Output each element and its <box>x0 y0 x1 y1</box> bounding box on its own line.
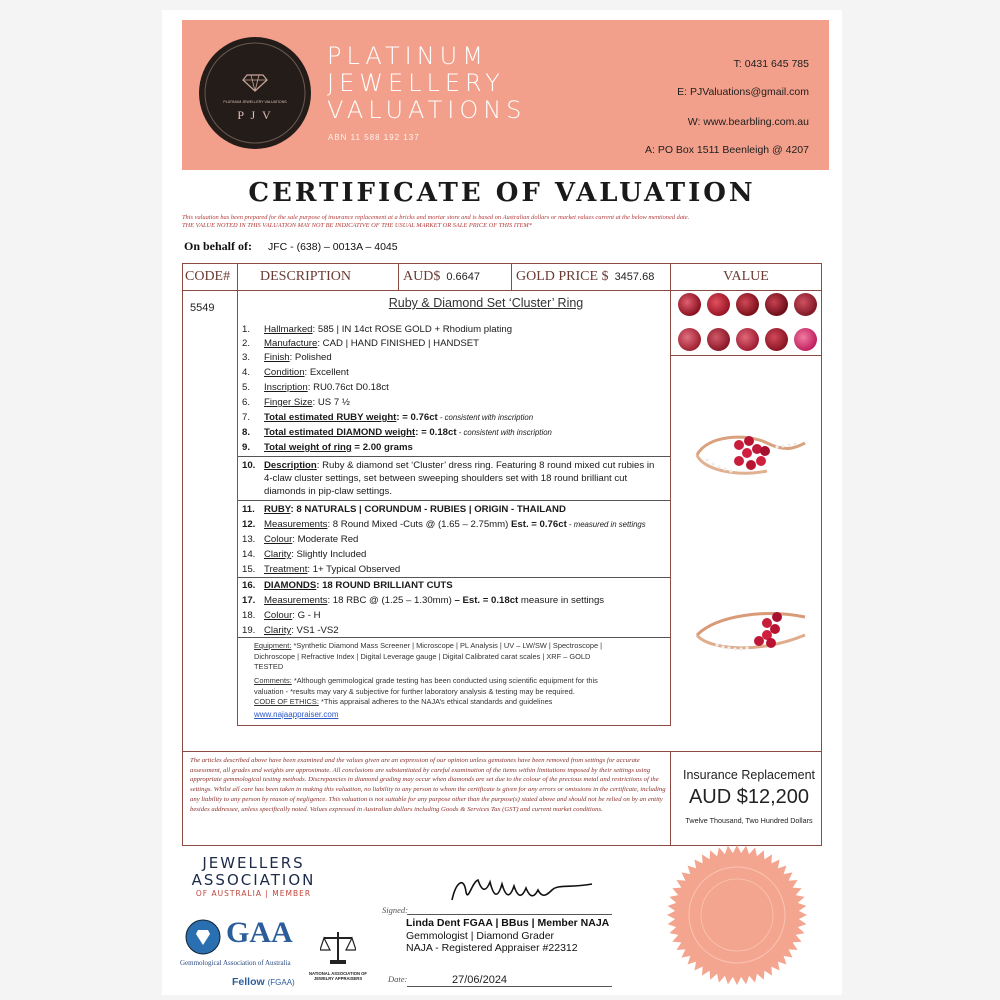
handwritten-signature <box>442 862 602 912</box>
certificate-title: CERTIFICATE OF VALUATION <box>248 178 756 208</box>
brand-name: PLATINUM JEWELLERY VALUATIONS <box>327 42 527 124</box>
header-gold-price: GOLD PRICE $ 3457.68 <box>511 263 671 291</box>
naja-logo: NATIONAL ASSOCIATION OF JEWELRY APPRAISERS <box>308 928 368 981</box>
gem-photo-divider <box>670 355 822 356</box>
contact-email: E: PJValuations@gmail.com <box>677 86 809 98</box>
contact-web: W: www.bearbling.com.au <box>687 116 809 128</box>
gem-image <box>794 293 817 316</box>
item-diamond-measurements: 17. Measurements: 18 RBC @ (1.25 – 1.30mm) – Est. = 0.18ct measure in settings <box>242 595 605 606</box>
gem-image <box>736 293 759 316</box>
svg-text:PLATINUM JEWELLERY VALUATIONS: PLATINUM JEWELLERY VALUATIONS <box>223 100 287 104</box>
item-diamond-weight: 8. Total estimated DIAMOND weight: = 0.18ct - consistent with inscription <box>242 427 552 438</box>
contact-phone: T: 0431 645 785 <box>733 58 809 70</box>
certificate-page: PLATINUM JEWELLERY VALUATIONS P J V PLATINUM JEWELLERY VALUATIONS ABN 11 588 192 137 T: 0431 645 785 E: PJValuations@gmail.com W: www.bearbling.com.au A: PO Box 1511 Beenleigh @ 4207 CERTIFICATE OF VALUATION This valuation has been prepared for the sale purpose of insurance replacement at a bricks and mortar store and is based on Australian dollars or market values current at the below mentioned date. THE VALUE NOTED IN THIS VALUATION MAY NOT BE INDICATIVE OF THE USUAL MARKET OR SALE PRICE OF THIS ITEM* On behalf of: JFC - (638) – 0013A – 4045 CODE# DESCRIPTION AUD$ 0.6647 GOLD PRICE $ 3457.68 VALUE 5549 Ruby & Diamond Set ‘Cluster’ Ring 1. Hallmarked: 585 | IN 14ct ROSE GOLD + Rhodium plating 2. Manufacture: CAD | HAND FINISHED | HANDSET 3. Finish: Polished 4. Condition: Excellent 5. Inscription: RU0.76ct D0.18ct 6. Finger Size: US 7 ½ 7. Total estimated RUBY weight: = 0.76ct - consistent with inscription 8. Total estimated DIAMOND weight: = 0.18ct - consistent with inscription 9. Total weight of ring = 2.00 grams 10. Description: Ruby & diamond set ‘Cluster’ dress ring. Featuring 8 round mixed cut rubies in 4-claw cluster settings, set between sweeping shoulders set with 18 round brilliant cut diamonds in pip-claw settings. 11. RUBY: 8 NATURALS | CORUNDUM - RUBIES | ORIGIN - THAILAND 12. Measurements: 8 Round Mixed -Cuts @ (1.65 – 2.75mm) Est. = 0.76ct - measured in settings 13. Colour: Moderate Red 14. Clarity: Slightly Included 15. Treatment: 1+ Typical Observed 16. DIAMONDS: 18 ROUND BRILLIANT CUTS 17. Measurements: 18 RBC @ (1.25 – 1.30mm) – Est. = 0.18ct measure in settings 18. Colour: G - H 19. Clarity: VS1 -VS2 Equipment: *Synthetic Diamond Mass Screener | Microscope | PL Analysis | UV – LW/SW | Spectroscope | Dichroscope | Refractive Index | Digital Leverage gauge | Digital Calibrated carat scales | XRF – GOLD TESTED Comments: *Although gemmological grade testing has been conducted using scientific equipment for this valuation - *results may vary & subjective for further laboratory analysis & testing may be required. CODE OF ETHICS: *This appraisal adheres to the NAJA’s ethical standards and guidelines www.najaappraiser.com The articles described above have been examined and the values given are an expression of our opinion unless gemstones have been removed from settings for accurate assessment, all grades and weights are approximate. All conclusions are substantiated by careful examination of the items within limitations imposed by their settings using appropriate gemmological testing methods. Discrepancies in diamond grading may occur when diamonds are set due to the colour of the precious metal and restrictions of the settings. Whilst all care has been taken in making this valuation, no liability to any person to whom the certificate is given for any errors or omissions in the certificate, including any liability to any person by reason of negligence. This valuation is not suitable for any purpose other than the purpose(s) stated above and should not be relied on by an entity besides addressee, unless specifically noted. Values expressed in Australian dollars including Goods & Services Tax (GST) and current market conditions. Insurance Replacement AUD $12,200 Twelve Thousand, Two Hundred Dollars JEWELLERS ASSOCIATION OF AUSTRALIA | MEMBER GAA Gemmological Association of Australia Fellow (FGAA) NATIONAL ASSOCIATION OF JEWELRY APPRAISERS Signed: Linda Dent FGAA | BBus | Member NAJA Gemmologist | Diamond Grader NAJA - Registered Appraiser #22312 Date: 27/06/2024 <box>162 10 842 995</box>
item-ruby-colour: 13. Colour: Moderate Red <box>242 534 359 545</box>
gem-image <box>794 328 817 351</box>
gem-image <box>678 293 701 316</box>
ring-photo-bottom <box>677 595 817 685</box>
header-value: VALUE <box>670 263 822 291</box>
item-finger-size: 6. Finger Size: US 7 ½ <box>242 397 350 408</box>
gaa-emblem-icon <box>184 918 222 956</box>
valuation-date: 27/06/2024 <box>452 974 508 986</box>
item-description-line3: diamonds in pip-claw settings. <box>264 486 392 497</box>
svg-text:P J V: P J V <box>237 108 273 122</box>
abn-number: ABN 11 588 192 137 <box>328 133 420 142</box>
item-diamond-colour: 18. Colour: G - H <box>242 610 321 621</box>
item-hallmarked: 1. Hallmarked: 585 | IN 14ct ROSE GOLD + Rhodium plating <box>242 324 513 335</box>
signature-line <box>407 914 612 915</box>
scales-icon <box>320 928 356 966</box>
item-manufacture: 2. Manufacture: CAD | HAND FINISHED | HANDSET <box>242 338 480 349</box>
date-label: Date: <box>388 974 408 984</box>
insurance-amount: AUD $12,200 <box>688 786 810 808</box>
ring-title: Ruby & Diamond Set ‘Cluster’ Ring <box>388 296 584 310</box>
item-description-line2: 4-claw cluster settings, set between sweeping shoulders set with 18 round brilliant cut <box>264 473 628 484</box>
gem-image <box>707 293 730 316</box>
divider <box>238 577 670 578</box>
insurance-amount-words: Twelve Thousand, Two Hundred Dollars <box>685 816 813 825</box>
gem-image <box>765 293 788 316</box>
item-inscription: 5. Inscription: RU0.76ct D0.18ct <box>242 382 389 393</box>
insurance-label: Insurance Replacement <box>682 768 816 782</box>
item-diamond-clarity: 19. Clarity: VS1 -VS2 <box>242 625 339 636</box>
letterhead <box>182 20 829 170</box>
item-ruby: 11. RUBY: 8 NATURALS | CORUNDUM - RUBIES | ORIGIN - THAILAND <box>242 504 566 515</box>
divider <box>238 456 670 457</box>
divider <box>238 500 670 501</box>
item-total-weight: 9. Total weight of ring = 2.00 grams <box>242 442 413 453</box>
date-line <box>407 986 612 987</box>
signer-details: Linda Dent FGAA | BBus | Member NAJA Gemmologist | Diamond Grader NAJA - Registered Appraiser #22312 <box>406 917 610 954</box>
gem-image <box>678 328 701 351</box>
item-diamonds: 16. DIAMONDS: 18 ROUND BRILLIANT CUTS <box>242 580 453 591</box>
header-code: CODE# <box>182 263 238 291</box>
item-ruby-measurements: 12. Measurements: 8 Round Mixed -Cuts @ (1.65 – 2.75mm) Est. = 0.76ct - measured in settings <box>242 519 646 530</box>
gem-image <box>765 328 788 351</box>
item-finish: 3. Finish: Polished <box>242 352 332 363</box>
pjv-logo <box>199 37 311 149</box>
equipment-note: Equipment: *Synthetic Diamond Mass Screener | Microscope | PL Analysis | UV – LW/SW | Spectroscope | Dichroscope | Refractive Index | Digital Leverage gauge | Digital Calibrated carat scales | XRF – GOLD TESTED <box>254 641 603 671</box>
signed-label: Signed: <box>382 905 408 915</box>
naja-link[interactable]: www.najaappraiser.com <box>254 710 339 719</box>
header-aud: AUD$ 0.6647 <box>398 263 512 291</box>
contact-address: A: PO Box 1511 Beenleigh @ 4207 <box>645 144 809 156</box>
header-description: DESCRIPTION <box>237 263 399 291</box>
ring-photo-top <box>677 415 817 505</box>
gem-image <box>707 328 730 351</box>
valuation-disclaimer: This valuation has been prepared for the sale purpose of insurance replacement at a bricks and mortar store and is based on Australian dollars or market values current at the below mentioned date. THE VALUE NOTED IN THIS VALUATION MAY NOT BE INDICATIVE OF THE USUAL MARKET OR SALE PRICE OF THIS ITEM* <box>182 214 690 229</box>
certificate-seal <box>662 840 812 990</box>
item-code: 5549 <box>190 302 215 314</box>
item-ruby-weight: 7. Total estimated RUBY weight: = 0.76ct - consistent with inscription <box>242 412 534 423</box>
item-ruby-clarity: 14. Clarity: Slightly Included <box>242 549 367 560</box>
footer-disclaimer: The articles described above have been examined and the values given are an expression of our opinion unless gemstones have been removed from settings for accurate assessment, all grades and weights are approximate. All conclusions are substantiated by careful examination of the items within limitations imposed by their settings using appropriate gemmological testing methods. Discrepancies in diamond grading may occur when diamonds are set due to the colour of the precious metal and restrictions of the settings. Whilst all care has been taken in making this valuation, no liability to any person to whom the certificate is given for any errors or omissions in the certificate, including any liability to any person by reason of negligence. This valuation is not suitable for any purpose other than the purpose(s) stated above and should not be relied on by an entity besides addressee, unless specifically noted. Values expressed in Australian dollars including Goods & Services Tax (GST) and current market conditions. <box>190 757 666 813</box>
item-condition: 4. Condition: Excellent <box>242 367 349 378</box>
comments-note: Comments: *Although gemmological grade testing has been conducted using scientific equipment for this valuation - *results may vary & subjective for further laboratory analysis & testing may be required. CODE OF ETHICS: *This appraisal adheres to the NAJA’s ethical standards and guidelines <box>254 676 598 706</box>
item-description: 10. Description: Ruby & diamond set ‘Cluster’ dress ring. Featuring 8 round mixed cut rubies in <box>242 460 655 471</box>
on-behalf-of: On behalf of: JFC - (638) – 0013A – 4045 <box>184 239 398 253</box>
item-ruby-treatment: 15. Treatment: 1+ Typical Observed <box>242 564 401 575</box>
divider <box>238 637 670 638</box>
jewellers-association-logo: JEWELLERS ASSOCIATION OF AUSTRALIA | MEMBER <box>191 854 316 898</box>
gem-image <box>736 328 759 351</box>
